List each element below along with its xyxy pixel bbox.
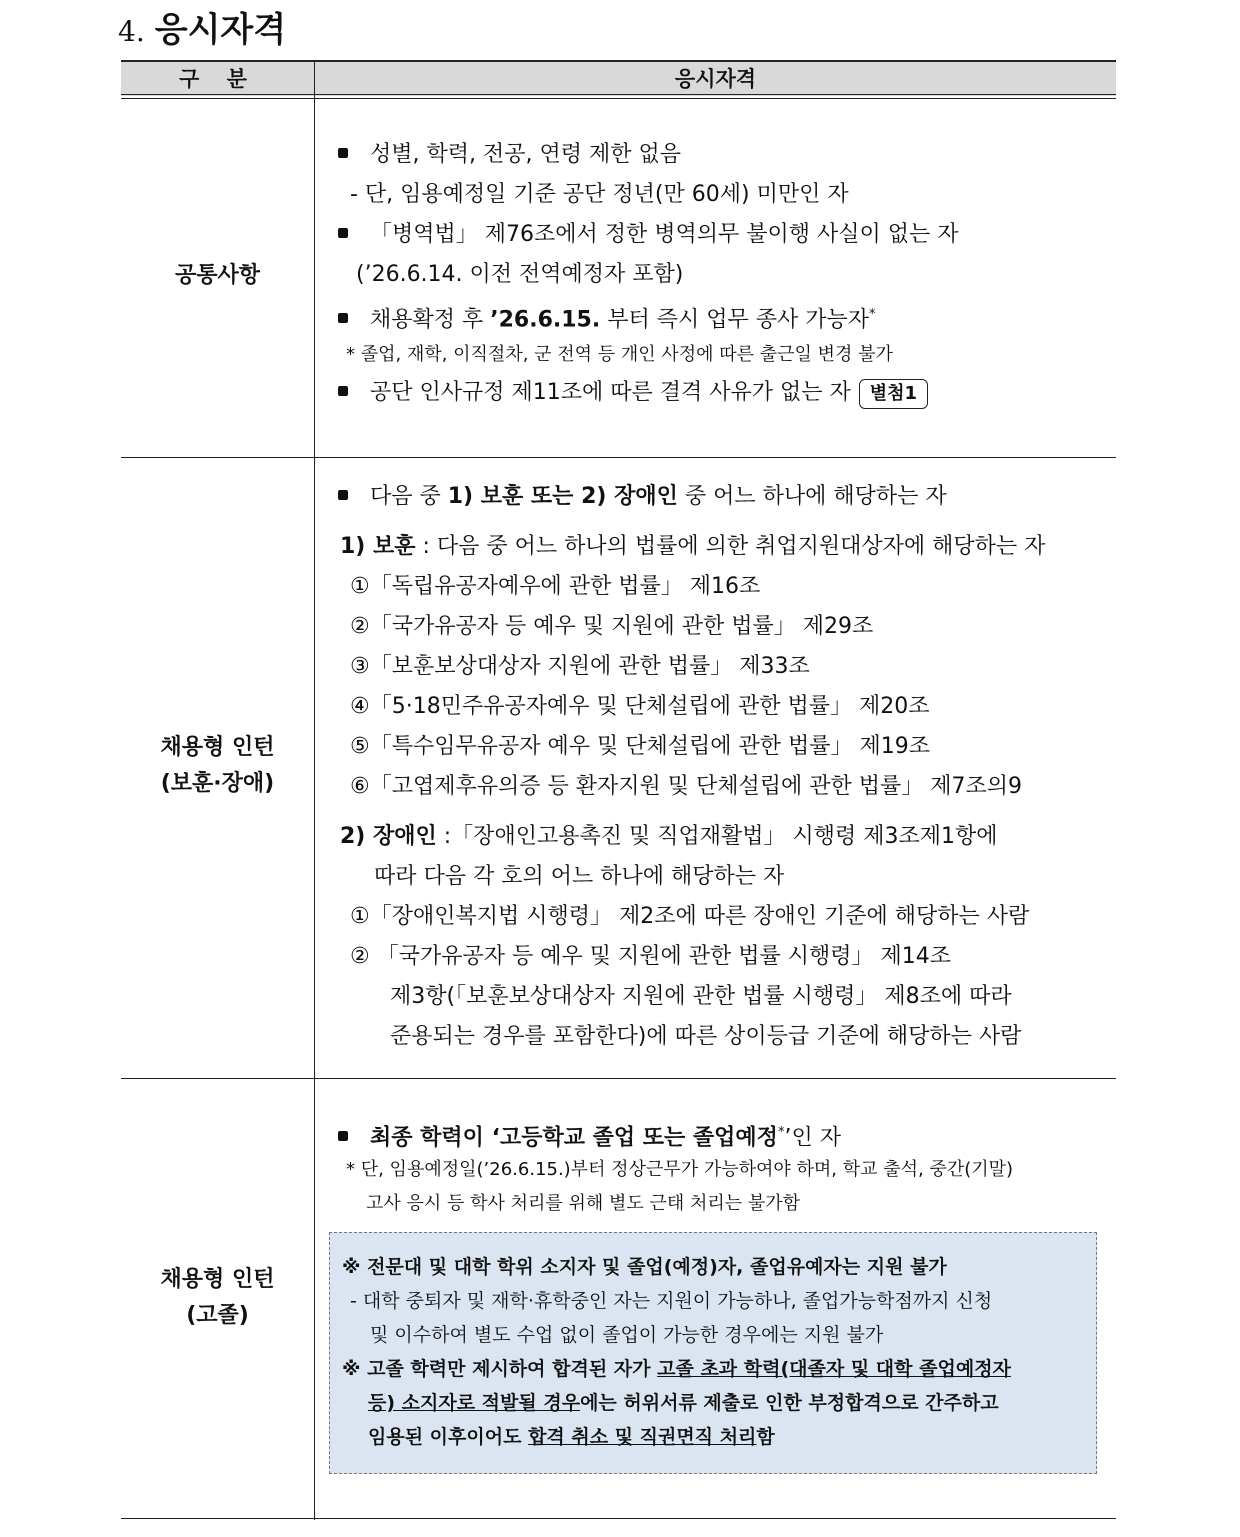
list-item: ② 「국가유공자 등 예우 및 지원에 관한 법률 시행령」 제14조 [350,944,951,969]
list-item: ①「독립유공자예우에 관한 법률」 제16조 [350,574,761,599]
warning-2-cont: 임용된 이후이어도 합격 취소 및 직권면직 처리함 [368,1426,775,1448]
list-subitem: - 단, 임용예정일 기준 공단 정년(만 60세) 미만인 자 [350,182,849,207]
bullet-icon [338,313,348,323]
list-item: 성별, 학력, 전공, 연령 제한 없음 [336,140,681,170]
bullet-icon [338,1131,348,1141]
veteran-heading: 1) 보훈 : 다음 중 어느 하나의 법률에 의한 취업지원대상자에 해당하는 자 [340,534,1046,559]
footnote: * 졸업, 재학, 이직절차, 군 전역 등 개인 사정에 따른 출근일 변경 불가 [346,344,893,365]
bullet-icon [338,228,348,238]
list-item: 공단 인사규정 제11조에 따른 결격 사유가 없는 자 별첨1 [336,378,928,409]
bullet-icon [338,386,348,396]
list-item: ①「장애인복지법 시행령」 제2조에 따른 장애인 기준에 해당하는 사람 [350,904,1030,929]
list-item: 채용확정 후 ’26.6.15. 부터 즉시 업무 종사 가능자* [336,300,875,335]
section-heading [118,2,286,51]
warning-1-sub: - 대학 중퇴자 및 재학·휴학중인 자는 지원이 가능하나, 졸업가능학점까지 신청 [350,1290,993,1312]
warning-box [329,1232,1097,1474]
warning-2: ※ 고졸 학력만 제시하여 합격된 자가 고졸 초과 학력(대졸자 및 대학 졸업예정자 [342,1358,1011,1380]
warning-1-sub-cont: 및 이수하여 별도 수업 없이 졸업이 가능한 경우에는 지원 불가 [370,1324,884,1346]
table-bottom-rule [121,1518,1116,1519]
section-number: 4. [118,15,145,48]
category-intern-vet: 채용형 인턴 (보훈·장애) [160,735,275,796]
header-category: 구 분 [179,67,257,91]
bullet-icon [338,490,348,500]
list-item-cont: 준용되는 경우를 포함한다)에 따른 상이등급 기준에 해당하는 사람 [390,1024,1022,1049]
footnote-cont: 고사 응시 등 학사 처리를 위해 별도 근태 처리는 불가함 [366,1193,801,1214]
list-item: ⑤「특수임무유공자 예우 및 단체설립에 관한 법률」 제19조 [350,734,930,759]
table-header [121,60,1116,96]
list-item: 다음 중 1) 보훈 또는 2) 장애인 중 어느 하나에 해당하는 자 [336,482,947,512]
section-title: 응시자격 [154,10,287,50]
row-divider [121,1078,1116,1079]
list-subitem: (’26.6.14. 이전 전역예정자 포함) [356,262,684,287]
row-divider [121,457,1116,458]
column-divider [314,60,315,1520]
bullet-icon [338,148,348,158]
list-item: ⑥「고엽제후유의증 등 환자지원 및 단체설립에 관한 법률」 제7조의9 [350,774,1022,799]
warning-2-cont: 등) 소지자로 적발될 경우에는 허위서류 제출로 인한 부정합격으로 간주하고 [368,1392,999,1414]
footnote: * 단, 임용예정일(’26.6.15.)부터 정상근무가 가능하여야 하며, 학교 출석, 중간(기말) [346,1159,1014,1180]
header-qualification: 응시자격 [674,67,757,91]
warning-1: ※ 전문대 및 대학 학위 소지자 및 졸업(예정)자, 졸업유예자는 지원 불가 [342,1256,947,1278]
list-item-cont: 제3항(「보훈보상대상자 지원에 관한 법률 시행령」 제8조에 따라 [390,984,1012,1009]
header-rule-double [121,98,1116,99]
disability-heading: 2) 장애인 :「장애인고용촉진 및 직업재활법」 시행령 제3조제1항에 [340,824,998,849]
header-rule [121,94,1116,95]
disability-desc: 따라 다음 각 호의 어느 하나에 해당하는 자 [374,864,785,889]
attachment-badge: 별첨1 [859,379,928,409]
list-item: ②「국가유공자 등 예우 및 지원에 관한 법률」 제29조 [350,614,874,639]
list-item: ③「보훈보상대상자 지원에 관한 법률」 제33조 [350,654,810,679]
category-intern-hs: 채용형 인턴 (고졸) [160,1267,275,1328]
category-common: 공통사항 [174,263,260,288]
list-item: 「병역법」 제76조에서 정한 병역의무 불이행 사실이 없는 자 [336,220,959,250]
list-item: 최종 학력이 ‘고등학교 졸업 또는 졸업예정*’인 자 [336,1118,841,1153]
list-item: ④「5·18민주유공자예우 및 단체설립에 관한 법률」 제20조 [350,694,930,719]
